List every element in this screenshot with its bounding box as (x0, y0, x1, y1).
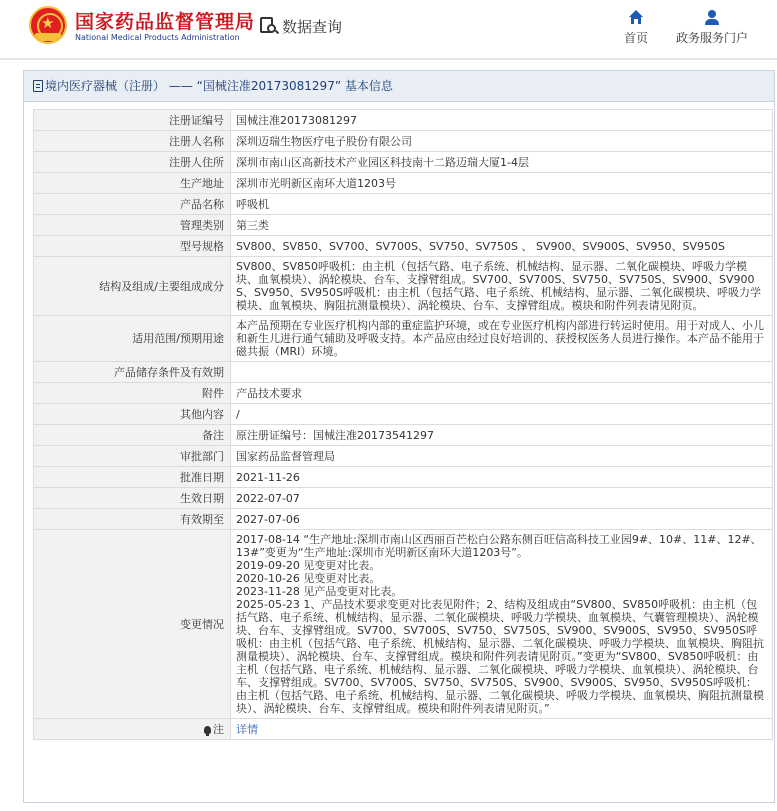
field-label: 变更情况 (34, 530, 231, 719)
field-label: 批准日期 (34, 467, 231, 488)
field-label: 生效日期 (34, 488, 231, 509)
field-label: 有效期至 (34, 509, 231, 530)
table-row (34, 110, 773, 131)
document-icon (33, 80, 43, 92)
field-label: 注册人住所 (34, 152, 231, 173)
panel-title-text: 境内医疗器械（注册） —— “国械注准20173081297” 基本信息 (45, 78, 393, 93)
table-row (34, 194, 773, 215)
table-row (34, 467, 773, 488)
field-label: 附件 (34, 383, 231, 404)
table-row (34, 316, 773, 362)
table-row (34, 131, 773, 152)
table-row (34, 446, 773, 467)
table-row (34, 404, 773, 425)
field-value: 呼吸机 (231, 194, 773, 215)
site-header (0, 0, 777, 58)
field-value: 原注册证编号：国械注准20173541297 (231, 425, 773, 446)
table-row (34, 257, 773, 316)
change-entry: 2025-05-23 1、产品技术要求变更对比表见附件；2、结构及组成由“SV800、SV850呼吸机：由主机（包括气路、电子系统、机械结构、显示器、二氧化碳模块、呼吸力学模块、血氧模块、气囊管理模块）、涡轮模块、台车、支撑臂组成。SV700、SV700S、SV750、SV750S、SV900、SV900S、SV950、SV950S呼吸机：由主机（包括气路、电子系统、机械结构、显示器、二氧化碳模块、呼吸力学模块、血氧模块、胸阻抗测量模块）、涡轮模块、台车、支撑臂组成。模块和附件列表请见附页。”变更为“SV800、SV850呼吸机：由主机（包括气路、电子系统、机械结构、显示器、二氧化碳模块、呼吸力学模块、血氧模块）、涡轮模块、台车、支撑臂组成。SV700、SV700S、SV750、SV750S、SV900、SV900S、SV950、SV950S呼吸机：由主机（包括气路、电子系统、机械结构、显示器、二氧化碳模块、呼吸力学模块、血氧模块、胸阻抗测量模块）、涡轮模块、台车、支撑臂组成。模块和附件列表请见附页。” (236, 598, 764, 715)
field-label: 其他内容 (34, 404, 231, 425)
change-entry: 2020-10-26 见变更对比表。 (236, 572, 381, 585)
brand-name-cn: 国家药品监督管理局 (75, 11, 256, 33)
table-row (34, 236, 773, 257)
note-value (231, 719, 773, 740)
field-value: 国家药品监督管理局 (231, 446, 773, 467)
field-value: SV800、SV850、SV700、SV700S、SV750、SV750S 、 SV900、SV900S、SV950、SV950S (231, 236, 773, 257)
document-search-icon (259, 16, 279, 36)
table-row (34, 425, 773, 446)
change-history-value (231, 530, 773, 719)
home-icon (628, 10, 644, 26)
field-value: 深圳迈瑞生物医疗电子股份有限公司 (231, 131, 773, 152)
field-label: 生产地址 (34, 173, 231, 194)
field-value: / (231, 404, 773, 425)
nav-gov-services[interactable] (672, 10, 752, 46)
emblem-logo (29, 6, 67, 44)
detail-table (33, 109, 773, 740)
change-entry: 2017-08-14 “生产地址:深圳市南山区西丽百芒松白公路东侧百旺信高科技工业园9#、10#、11#、12#、13#”变更为“生产地址:深圳市光明新区南环大道1203号”。 (236, 533, 762, 559)
table-row (34, 488, 773, 509)
field-label: 备注 (34, 425, 231, 446)
field-label: 注册人名称 (34, 131, 231, 152)
nav-home-label: 首页 (623, 31, 648, 45)
table-row (34, 383, 773, 404)
nav-gov-services-label: 政务服务门户 (675, 31, 748, 45)
field-label: 型号规格 (34, 236, 231, 257)
field-value: 2022-07-07 (231, 488, 773, 509)
field-value: 本产品预期在专业医疗机构内部的重症监护环境，或在专业医疗机构内部进行转运时使用。用于对成人、小儿和新生儿进行通气辅助及呼吸支持。本产品应由经过良好培训的、获授权医务人员进行操作。本产品不能用于磁共振（MRI）环境。 (231, 316, 773, 362)
field-value: 2027-07-06 (231, 509, 773, 530)
field-label: 产品名称 (34, 194, 231, 215)
table-row (34, 173, 773, 194)
field-label: 管理类别 (34, 215, 231, 236)
table-row-change-history (34, 530, 773, 719)
change-entry: 2023-11-28 见产品变更对比表。 (236, 585, 403, 598)
field-label: 产品储存条件及有效期 (34, 362, 231, 383)
field-value: 深圳市南山区高新技术产业园区科技南十二路迈瑞大厦1-4层 (231, 152, 773, 173)
field-value: 2021-11-26 (231, 467, 773, 488)
nav-home[interactable] (620, 10, 652, 46)
user-icon (704, 10, 720, 26)
field-value: SV800、SV850呼吸机：由主机（包括气路、电子系统、机械结构、显示器、二氧化碳模块、呼吸力学模块、血氧模块）、涡轮模块、台车、支撑臂组成。SV700、SV700S、SV750、SV750S、SV900、SV900S、SV950、SV950S呼吸机：由主机（包括气路、电子系统、机械结构、显示器、二氧化碳模块、呼吸力学模块、血氧模块、胸阻抗测量模块）、涡轮模块、台车、支撑臂组成。模块和附件列表请见附页。 (231, 257, 773, 316)
change-entry: 2019-09-20 见变更对比表。 (236, 559, 381, 572)
field-value (231, 362, 773, 383)
field-label: 适用范围/预期用途 (34, 316, 231, 362)
note-label-cell (34, 719, 231, 740)
table-row (34, 215, 773, 236)
field-label: 审批部门 (34, 446, 231, 467)
table-row (34, 152, 773, 173)
table-row (34, 509, 773, 530)
note-label: 注 (213, 722, 224, 736)
field-value: 产品技术要求 (231, 383, 773, 404)
field-label: 注册证编号 (34, 110, 231, 131)
panel-title (24, 71, 774, 102)
table-row (34, 362, 773, 383)
field-label: 结构及组成/主要组成成分 (34, 257, 231, 316)
field-value: 第三类 (231, 215, 773, 236)
data-query-label: 数据查询 (282, 17, 343, 36)
field-value: 深圳市光明新区南环大道1203号 (231, 173, 773, 194)
table-row-note (34, 719, 773, 740)
details-link[interactable]: 详情 (236, 722, 258, 736)
header-divider (0, 58, 777, 60)
field-value: 国械注准20173081297 (231, 110, 773, 131)
detail-panel (23, 70, 775, 803)
data-query-link[interactable] (259, 14, 342, 38)
brand-name-en: National Medical Products Administration (75, 33, 240, 42)
bulb-icon (204, 726, 211, 734)
